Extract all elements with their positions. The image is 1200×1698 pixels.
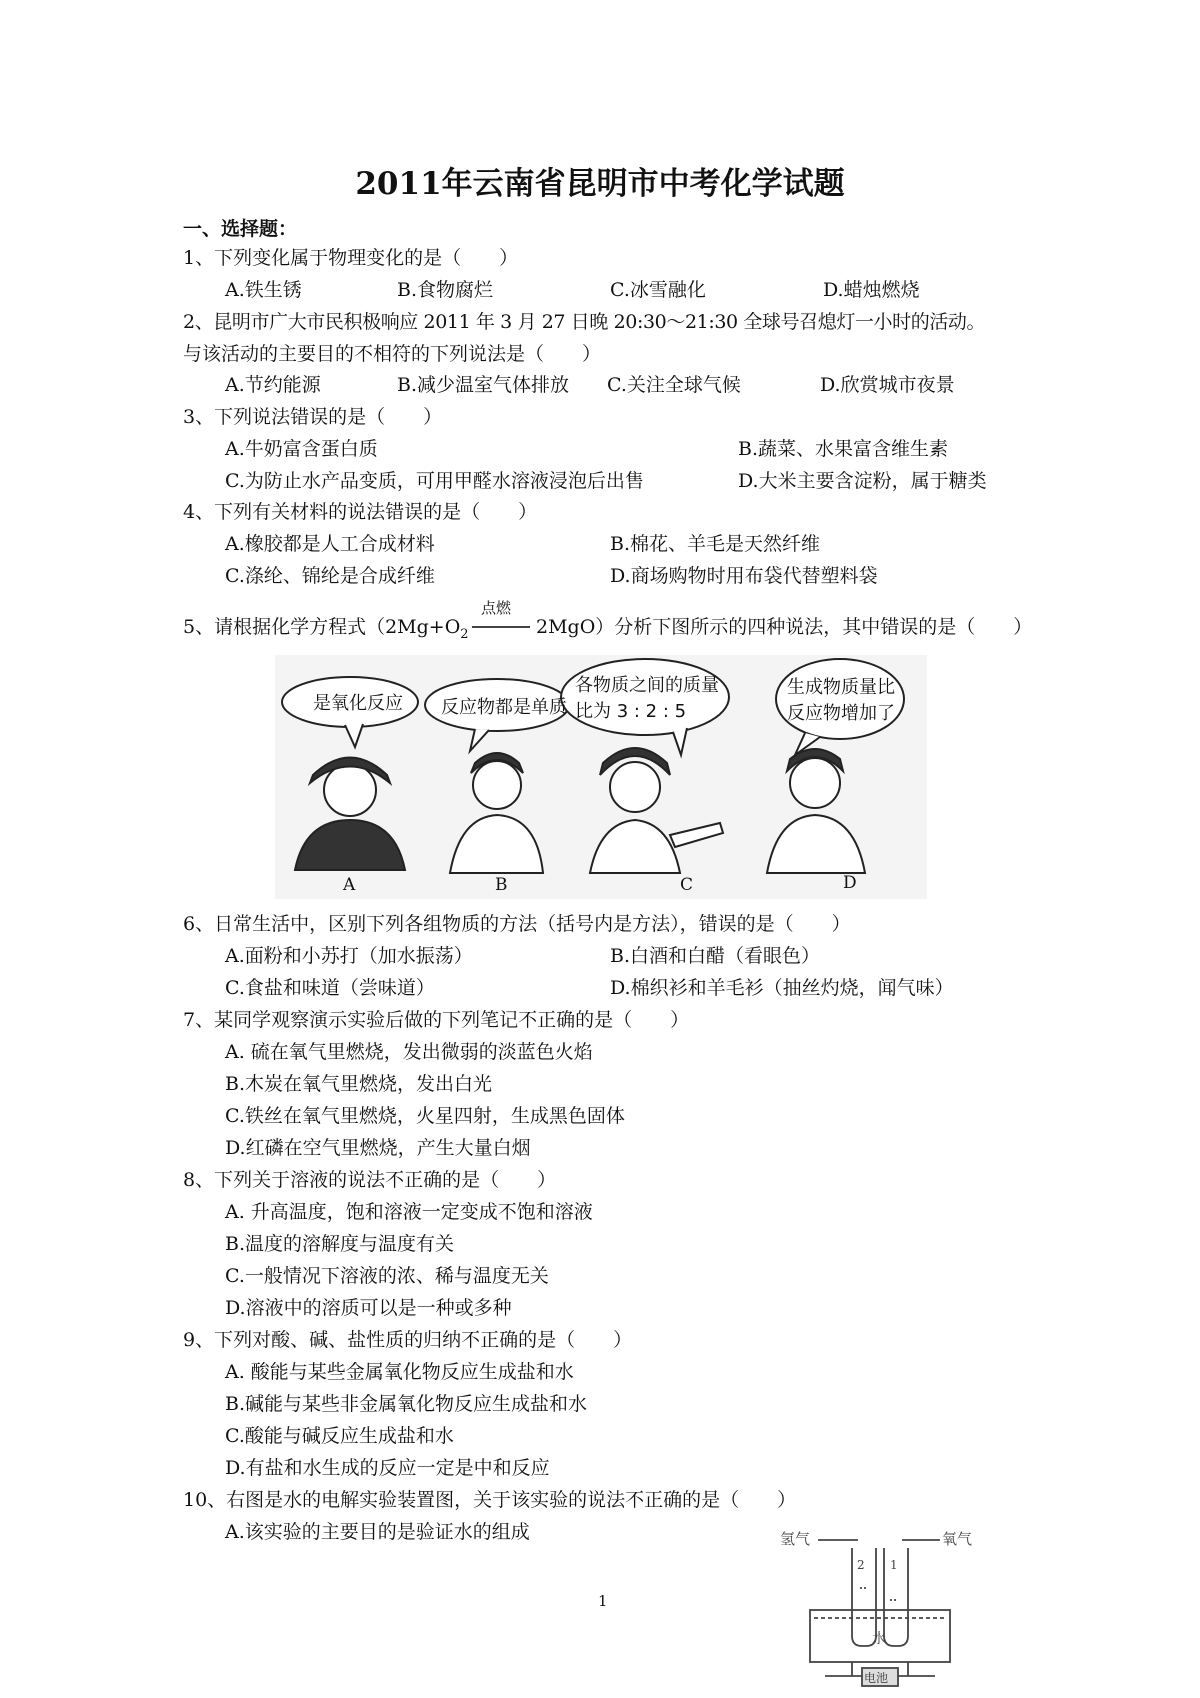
q2-option-c: C.关注全球气候 [607,374,741,396]
q7-option-b: B.木炭在氧气里燃烧，发出白光 [225,1073,493,1095]
page-title: 2011年云南省昆明市中考化学试题 [355,166,845,202]
q8-option-c: C.一般情况下溶液的浓、稀与温度无关 [225,1265,549,1287]
bubble-c-text-line2: 比为 3 : 2 : 5 [575,701,687,722]
q4-option-b: B.棉花、羊毛是天然纤维 [610,533,821,555]
q2-option-b: B.减少温室气体排放 [397,374,570,396]
q7-option-c: C.铁丝在氧气里燃烧，火星四射，生成黑色固体 [225,1105,625,1127]
figure-label-c: C [680,875,694,895]
q6-option-c: C.食盐和味道（尝味道） [225,977,435,999]
q6-option-b: B.白酒和白醋（看眼色） [610,945,821,967]
question-7-stem: 7、某同学观察演示实验后做的下列笔记不正确的是（ ） [183,1009,690,1031]
bubble-c-text-line1: 各物质之间的质量 [575,675,719,696]
q3-option-a: A.牛奶富含蛋白质 [225,438,378,460]
q9-option-c: C.酸能与碱反应生成盐和水 [225,1425,454,1447]
question-3-stem: 3、下列说法错误的是（ ） [183,406,443,428]
electrolysis-apparatus-diagram [780,1518,980,1693]
tube-number-2: 2 [857,1558,865,1572]
q5-reaction-condition: 点燃 [481,599,512,617]
figure-label-a: A [343,875,356,895]
q4-option-d: D.商场购物时用布袋代替塑料袋 [610,565,878,587]
q8-option-b: B.温度的溶解度与温度有关 [225,1233,455,1255]
q9-option-b: B.碱能与某些非金属氧化物反应生成盐和水 [225,1393,588,1415]
oxygen-label: 氧气 [942,1530,973,1548]
q8-option-a: A. 升高温度，饱和溶液一定变成不饱和溶液 [225,1201,593,1223]
q4-option-c: C.涤纶、锦纶是合成纤维 [225,565,435,587]
question-10-stem: 10、右图是水的电解实验装置图，关于该实验的说法不正确的是（ ） [183,1489,797,1511]
q5-equals-line [472,626,530,628]
bubble-a-text: 是氧化反应 [313,693,403,714]
question-8-stem: 8、下列关于溶液的说法不正确的是（ ） [183,1169,557,1191]
question-6-stem: 6、日常生活中，区别下列各组物质的方法（括号内是方法），错误的是（ ） [183,913,851,935]
q8-option-d: D.溶液中的溶质可以是一种或多种 [225,1297,512,1319]
q1-option-d: D.蜡烛燃烧 [823,279,920,301]
q7-option-a: A. 硫在氧气里燃烧，发出微弱的淡蓝色火焰 [225,1041,593,1063]
bubble-d-text-line1: 生成物质量比 [787,677,895,698]
bubble-b-text: 反应物都是单质 [441,697,567,718]
q6-option-d: D.棉织衫和羊毛衫（抽丝灼烧，闻气味） [610,977,954,999]
q7-option-d: D.红磷在空气里燃烧，产生大量白烟 [225,1137,531,1159]
q2-option-d: D.欣赏城市夜景 [820,374,955,396]
q3-option-c: C.为防止水产品变质，可用甲醛水溶液浸泡后出售 [225,470,644,492]
q10-option-a: A.该实验的主要目的是验证水的组成 [225,1521,530,1543]
q9-option-d: D.有盐和水生成的反应一定是中和反应 [225,1457,550,1479]
tube-number-1: 1 [890,1558,898,1572]
water-label: 水 [872,1631,886,1647]
section-title: 一、选择题： [183,218,298,240]
q3-option-d: D.大米主要含淀粉，属于糖类 [738,470,987,492]
question-1-stem: 1、下列变化属于物理变化的是（ ） [183,247,519,269]
figure-label-d: D [843,873,857,893]
question-2-stem-line2: 与该活动的主要目的不相符的下列说法是（ ） [183,343,602,365]
q9-option-a: A. 酸能与某些金属氧化物反应生成盐和水 [225,1361,574,1383]
q5-reactants: 5、请根据化学方程式（2Mg+O [183,616,461,638]
q6-option-a: A.面粉和小苏打（加水振荡） [225,945,473,967]
figure-label-b: B [495,875,508,895]
question-5-stem-part2: 2MgO）分析下图所示的四种说法，其中错误的是（ ） [536,616,1033,638]
q4-option-a: A.橡胶都是人工合成材料 [225,533,435,555]
question-2-stem: 2、昆明市广大市民积极响应 2011 年 3 月 27 日晚 20:30～21:30 全球号召熄灯一小时的活动。 [183,311,986,333]
q2-option-a: A.节约能源 [225,374,321,396]
question-5-stem-part1 [183,615,469,647]
question-9-stem: 9、下列对酸、碱、盐性质的归纳不正确的是（ ） [183,1329,633,1351]
q5-subscript: 2 [460,626,469,642]
bubble-d-text-line2: 反应物增加了 [787,703,895,724]
q1-option-a: A.铁生锈 [225,279,302,301]
q5-cartoon-illustration [275,655,927,899]
q3-option-b: B.蔬菜、水果富含维生素 [738,438,949,460]
page-number: 1 [598,1592,608,1610]
question-4-stem: 4、下列有关材料的说法错误的是（ ） [183,501,538,523]
battery-label: 电池 [864,1671,889,1685]
q1-option-b: B.食物腐烂 [397,279,494,301]
q1-option-c: C.冰雪融化 [610,279,706,301]
hydrogen-label: 氢气 [780,1530,811,1548]
